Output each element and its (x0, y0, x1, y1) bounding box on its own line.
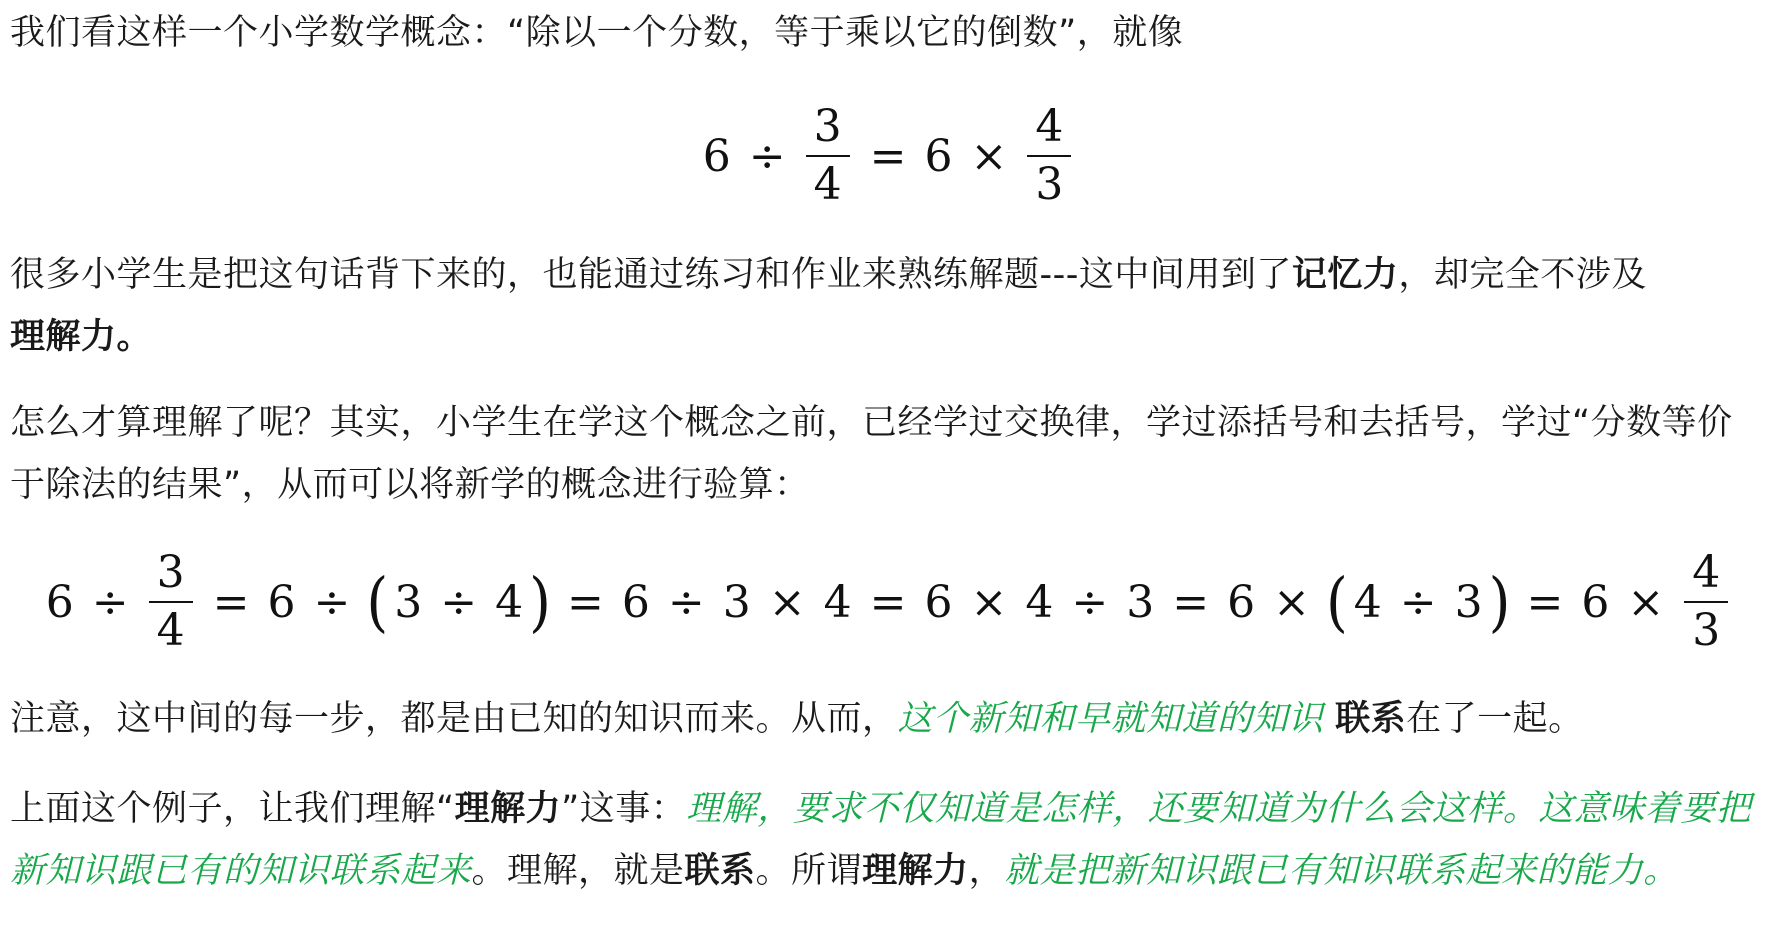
fraction-bar (149, 601, 193, 603)
connection-paragraph (10, 688, 1584, 750)
verification-paragraph (10, 392, 1766, 516)
eq2-operator: ÷ (91, 576, 129, 628)
eq2-equals-sign: = (1526, 576, 1564, 628)
eq2-term: 6 (1581, 576, 1610, 628)
eq2-operator: ÷ (313, 576, 351, 628)
eq2-term: 4 (1025, 576, 1054, 628)
eq2-equals-sign: = (212, 576, 250, 628)
fraction-denominator: 3 (1692, 605, 1721, 656)
eq1-times-sign: × (970, 130, 1008, 182)
eq2-term: 6 (267, 576, 296, 628)
fraction-bar (1684, 601, 1728, 603)
eq2-term: 4 (1353, 576, 1382, 628)
definition-text-2: ”这事： (561, 789, 687, 829)
eq2-operator: × (768, 576, 806, 628)
eq2-equals-sign: = (1172, 576, 1210, 628)
definition-text: 上面这个例子，让我们理解“ (10, 789, 455, 829)
eq2-right-paren: ) (1488, 564, 1511, 640)
definition-keyword-2: 联系 (684, 851, 756, 891)
eq2-operator: ÷ (667, 576, 705, 628)
fraction-denominator: 3 (1035, 159, 1064, 210)
eq2-operator: ÷ (1399, 576, 1437, 628)
eq1-fraction-left (806, 103, 850, 209)
eq1-divide-sign: ÷ (748, 130, 786, 182)
eq1-fraction-right (1027, 103, 1071, 209)
fraction-numerator: 4 (1035, 101, 1064, 152)
definition-text-5: ， (968, 851, 1005, 891)
fraction-denominator: 4 (813, 159, 842, 210)
fraction-denominator: 4 (156, 605, 185, 656)
eq2-term: 4 (495, 576, 524, 628)
memory-keyword: 记忆力 (1291, 255, 1399, 295)
eq2-operator: × (1273, 576, 1310, 628)
eq2-term: 4 (823, 576, 852, 628)
memory-text: 很多小学生是把这句话背下来的，也能通过练习和作业来熟练解题---这中间用到了 (10, 255, 1292, 295)
memory-text-2: ，却完全不涉及 (1398, 255, 1647, 295)
equation-reciprocal (10, 96, 1766, 216)
connection-text: 注意，这中间的每一步，都是由已知的知识而来。从而， (10, 699, 898, 739)
eq1-equals-sign: = (869, 130, 907, 182)
eq2-operator: ÷ (440, 576, 478, 628)
eq2-term: 6 (621, 576, 650, 628)
eq2-right-paren: ) (529, 564, 551, 640)
memory-paragraph (10, 244, 1647, 368)
eq1-term: 6 (924, 130, 953, 182)
connection-text-2: 在了一起。 (1406, 699, 1584, 739)
eq2-term: 6 (45, 576, 74, 628)
eq2-operator: × (1627, 576, 1665, 628)
definition-keyword-3: 理解力 (862, 851, 969, 891)
eq2-term: 6 (924, 576, 953, 628)
definition-emphasis-2: 就是把新知识跟已有知识联系起来的能力。 (1004, 851, 1679, 891)
fraction-numerator: 3 (813, 101, 842, 152)
eq2-operator: × (970, 576, 1008, 628)
definition-text-3: 。理解，就是 (471, 851, 685, 891)
verification-text: 怎么才算理解了呢？其实，小学生在学这个概念之前，已经学过交换律，学过添括号和去括号，学过“分数等价于除法的结果”，从而可以将新学的概念进行验算： (10, 403, 1733, 505)
eq2-fraction-right (1684, 549, 1728, 655)
definition-paragraph (10, 778, 1766, 902)
eq2-term: 3 (1454, 576, 1483, 628)
intro-text: 我们看这样一个小学数学概念：“除以一个分数，等于乘以它的倒数”，就像 (10, 13, 1184, 53)
eq2-term: 3 (1126, 576, 1155, 628)
eq2-term: 6 (1227, 576, 1256, 628)
definition-keyword: 理解力 (454, 789, 562, 829)
intro-paragraph (10, 2, 1183, 64)
connection-emphasis: 这个新知和早就知道的知识 (897, 699, 1336, 739)
equation-derivation (10, 542, 1766, 662)
fraction-bar (1027, 155, 1071, 157)
definition-emphasis: 理解，要求不仅知道是怎样，还要知道为什么会这样。这意味着要把新知识跟已有的知识联系起来 (10, 789, 1752, 891)
eq2-left-paren: ( (1325, 564, 1348, 640)
eq2-fraction-left (149, 549, 193, 655)
eq2-left-paren: ( (366, 564, 389, 640)
eq2-equals-sign: = (869, 576, 907, 628)
fraction-numerator: 4 (1692, 547, 1721, 598)
eq2-term: 3 (394, 576, 423, 628)
eq2-operator: ÷ (1071, 576, 1109, 628)
fraction-numerator: 3 (156, 547, 185, 598)
eq2-term: 3 (722, 576, 751, 628)
understanding-keyword: 理解力。 (10, 317, 153, 357)
eq2-equals-sign: = (566, 576, 604, 628)
connection-keyword: 联系 (1335, 699, 1407, 739)
fraction-bar (806, 155, 850, 157)
eq1-term: 6 (702, 130, 731, 182)
definition-text-4: 。所谓 (755, 851, 863, 891)
